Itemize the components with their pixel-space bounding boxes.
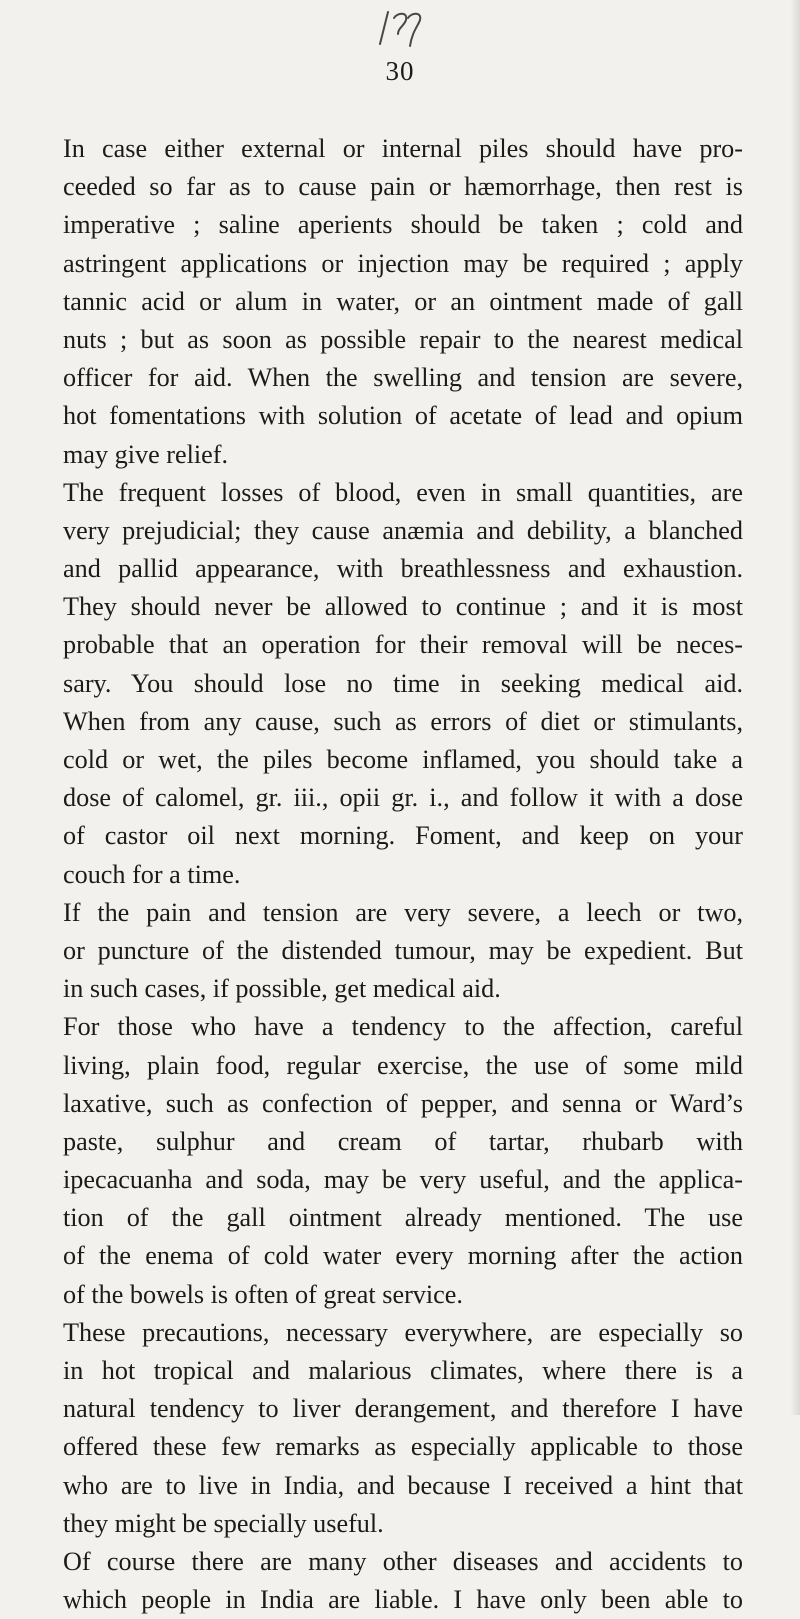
text-line: paste, sulphur and cream of tartar, rhubarb with (63, 1126, 743, 1156)
text-line: If the pain and tension are very severe, a leech or two, (63, 897, 743, 927)
text-line: Of course there are many other diseases and accidents to (63, 1546, 743, 1576)
text-line: ceeded so far as to cause pain or hæmorrhage, then rest is (63, 172, 743, 202)
text-line: They should never be allowed to continue ; and it is most (63, 592, 743, 622)
text-line: sary. You should lose no time in seeking medical aid. (63, 668, 743, 698)
text-line: When from any cause, such as errors of diet or stimulants, (63, 706, 743, 736)
text-line: cold or wet, the piles become inflamed, you should take a (63, 745, 743, 774)
text-line: tion of the gall ointment already mentioned. The use (63, 1203, 743, 1233)
text-line: they might be specially useful. (63, 1508, 384, 1538)
text-line: nuts ; but as soon as possible repair to the nearest medical (63, 324, 743, 354)
text-line: in hot tropical and malarious climates, where there is a (63, 1356, 743, 1385)
text-line: living, plain food, regular exercise, the use of some mild (63, 1050, 743, 1080)
text-line: couch for a time. (63, 859, 241, 889)
text-line: These precautions, necessary everywhere, are especially so (63, 1317, 743, 1347)
text-line: of the enema of cold water every morning after the action (63, 1241, 743, 1271)
text-line: laxative, such as confection of pepper, and senna or Ward’s (63, 1088, 743, 1118)
text-line: in such cases, if possible, get medical aid. (63, 974, 501, 1004)
text-line: of castor oil next morning. Foment, and keep on your (63, 821, 743, 851)
handwritten-mark (372, 6, 432, 50)
text-line: astringent applications or injection may be required ; apply (63, 248, 743, 278)
text-line: hot fomentations with solution of acetate of lead and opium (63, 401, 743, 431)
text-line: dose of calomel, gr. iii., opii gr. i., and follow it with a dose (63, 783, 743, 813)
text-line: very prejudicial; they cause anæmia and debility, a blanched (63, 515, 743, 545)
body-text (63, 130, 743, 1619)
page-edge-shadow (790, 0, 800, 1415)
text-line: who are to live in India, and because I received a hint that (63, 1470, 743, 1500)
text-line: offered these few remarks as especially applicable to those (63, 1432, 743, 1462)
text-line: The frequent losses of blood, even in small quantities, are (63, 477, 743, 507)
text-line: In case either external or internal piles should have pro- (63, 134, 743, 163)
text-line: and pallid appearance, with breathlessness and exhaustion. (63, 554, 743, 584)
text-line: natural tendency to liver derangement, and therefore I have (63, 1394, 743, 1424)
text-line: For those who have a tendency to the affection, careful (63, 1012, 743, 1042)
text-line: of the bowels is often of great service. (63, 1279, 463, 1309)
text-line: which people in India are liable. I have only been able to (63, 1585, 743, 1615)
text-line: tannic acid or alum in water, or an ointment made of gall (63, 286, 743, 316)
text-line: or puncture of the distended tumour, may be expedient. But (63, 935, 743, 965)
text-line: probable that an operation for their removal will be neces- (63, 630, 743, 660)
text-line: may give relief. (63, 439, 229, 469)
text-line: ipecacuanha and soda, may be very useful, and the applica- (63, 1165, 743, 1195)
text-line: imperative ; saline aperients should be taken ; cold and (63, 210, 743, 240)
page-number: 30 (385, 56, 415, 86)
text-line: officer for aid. When the swelling and tension are severe, (63, 363, 743, 393)
